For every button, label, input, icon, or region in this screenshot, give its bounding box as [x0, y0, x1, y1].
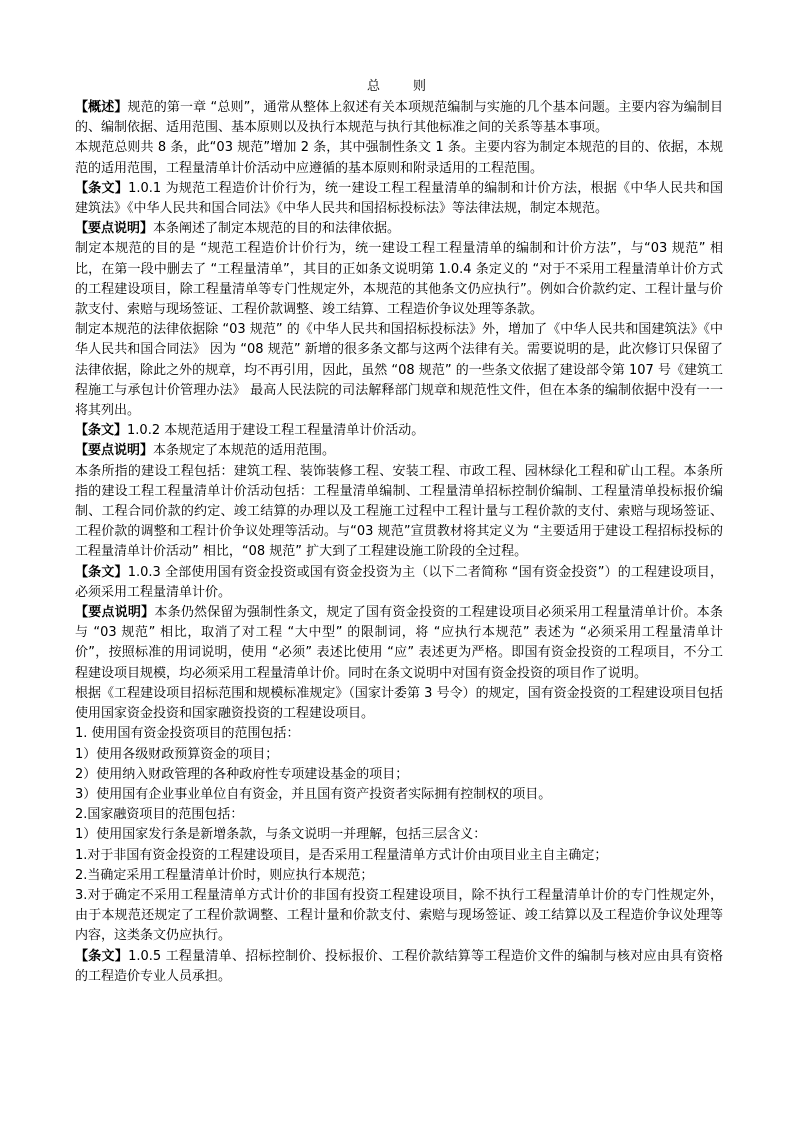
section-tag: 【要点说明】 [75, 443, 154, 459]
paragraph-text: 1.0.1 为规范工程造价计价行为，统一建设工程工程量清单的编制和计价方法，根据《中华人民共和国建筑法》《中华人民共和国合同法》《中华人民共和国招标投标法》等法律法规，制定本规范。 [75, 180, 723, 217]
paragraph-text: 2）使用纳入财政管理的各种政府性专项建设基金的项目； [75, 766, 409, 782]
paragraph [75, 785, 723, 805]
section-tag: 【概述】 [75, 100, 128, 115]
paragraph-text: 2.国家融资项目的范围包括： [75, 807, 244, 823]
paragraph [75, 441, 723, 461]
paragraph-text: 1.对于非国有资金投资的工程建设项目，是否采用工程量清单方式计价由项目业主自主确定； [75, 847, 608, 863]
paragraph [75, 603, 723, 684]
paragraph-text: 3.对于确定不采用工程量清单方式计价的非国有投资工程建设项目，除不执行工程量清单计价的专门性规定外，由于本规范还规定了工程价款调整、工程计量和价款支付、索赔与现场签证、竣工结算以及工程造价争议处理等内容，这类条文仍应执行。 [75, 887, 723, 944]
paragraph [75, 886, 723, 947]
page-title [0, 78, 794, 96]
paragraph [75, 805, 723, 825]
paragraph-text: 1. 使用国有资金投资项目的范围包括： [75, 726, 300, 742]
section-tag: 【条文】 [75, 423, 128, 439]
paragraph [75, 179, 723, 219]
paragraph [75, 320, 723, 421]
paragraph [75, 462, 723, 563]
paragraph [75, 138, 723, 178]
paragraph-text: 本条阐述了制定本规范的目的和法律依据。 [153, 221, 401, 237]
paragraph-text: 本规范总则共 8 条，此“03 规范”增加 2 条，其中强制性条文 1 条。主要内容为制定本规范的目的、依据，本规范的适用范围，工程量清单计价活动中应遵循的基本原则和附录适用的工程范围。 [75, 140, 723, 176]
section-tag: 【要点说明】 [75, 221, 154, 237]
paragraph [75, 866, 723, 886]
paragraph [75, 846, 723, 866]
paragraph [75, 563, 723, 603]
section-tag: 【条文】 [75, 180, 129, 196]
paragraph-text: 本条所指的建设工程包括：建筑工程、装饰装修工程、安装工程、市政工程、园林绿化工程和矿山工程。本条所指的建设工程工程量清单计价活动包括：工程量清单编制、工程量清单招标控制价编制、工程量清单投标报价编制、工程合同价款的约定、竣工结算的办理以及工程施工过程中工程计量与工程价款的支付、索赔与现场签证、工程价款的调整和工程计价争议处理等活动。与“03 规范”宣贯教材将其定义为 “主要适用于建设工程招标投标的工程量清单计价活动” 相比，“08 规范” 扩大到了工程建设施工阶段的全过程。 [75, 463, 723, 560]
paragraph [75, 825, 723, 845]
paragraph [75, 421, 723, 441]
paragraph [75, 239, 723, 320]
paragraph [75, 724, 723, 744]
section-tag: 【要点说明】 [75, 605, 155, 621]
paragraph-text: 2.当确定采用工程量清单计价时，则应执行本规范； [75, 867, 374, 883]
paragraph-text: 1）使用国家发行条是新增条款，与条文说明一并理解，包括三层含义： [75, 827, 487, 843]
paragraph-text: 1.0.2 本规范适用于建设工程工程量清单计价活动。 [127, 423, 425, 439]
paragraph-text: 1.0.5 工程量清单、招标控制价、投标报价、工程价款结算等工程造价文件的编制与核对应由具有资格的工程造价专业人员承担。 [75, 948, 723, 984]
paragraph-text: 制定本规范的法律依据除 “03 规范” 的《中华人民共和国招标投标法》外，增加了《中华人民共和国建筑法》《中华人民共和国合同法》 因为 “08 规范” 新增的很多条文都与这两个法律有关。需要说明的是，此次修订只保留了法律依据，除此之外的规章，均不再引用，因此，虽然 “08 规范” 的一些条文依据了建设部令第 107 号《建筑工程施工与承包计价管理办法》 最高人民法院的司法解释部门规章和规范性文件，但在本条的编制依据中没有一一将其列出。 [75, 322, 723, 419]
document-body [75, 98, 723, 987]
paragraph [75, 765, 723, 785]
title-char-right: 则 [413, 79, 428, 94]
paragraph-text: 1.0.3 全部使用国有资金投资或国有资金投资为主（以下二者简称 “国有资金投资”）的工程建设项目，必须采用工程量清单计价。 [75, 564, 723, 600]
paragraph-text: 3）使用国有企业事业单位自有资金，并且国有资产投资者实际拥有控制权的项目。 [75, 786, 552, 802]
paragraph-text: 制定本规范的目的是 “规范工程造价计价行为，统一建设工程工程量清单的编制和计价方法”，与“03 规范” 相比，在第一段中删去了 “工程量清单”，其目的正如条文说明第 1.0.4 条定义的 “对于不采用工程量清单计价方式的工程建设项目，除工程量清单等专门性规定外，本规范的其他条文仍应执行”。例如合价款约定、工程计量与价款支付、索赔与现场签证、工程价款调整、竣工结算、工程造价争议处理等条款。 [75, 241, 723, 318]
section-tag: 【条文】 [75, 948, 129, 964]
section-tag: 【条文】 [75, 564, 128, 580]
paragraph-text: 本条仍然保留为强制性条文，规定了国有资金投资的工程建设项目必须采用工程量清单计价。本条与 “03 规范” 相比，取消了对工程 “大中型” 的限制词，将 “应执行本规范” 表述为 “必须采用工程量清单计价”，按照标准的用词说明，使用 “必须” 表述比使用 “应” 表述更为严格。即国有资金投资的工程项目，不分工程建设项目规模，均必须采用工程量清单计价。同时在条文说明中对国有资金投资的项目作了说明。 [75, 605, 723, 681]
paragraph [75, 684, 723, 724]
paragraph [75, 947, 723, 987]
title-char-left: 总 [366, 79, 381, 94]
paragraph [75, 219, 723, 239]
paragraph-text: 本条规定了本规范的适用范围。 [153, 443, 336, 459]
paragraph-text: 根据《工程建设项目招标范围和规模标准规定》（国家计委第 3 号令）的规定，国有资金投资的工程建设项目包括使用国家资金投资和国家融资投资的工程建设项目。 [75, 685, 723, 722]
paragraph-text: 1）使用各级财政预算资金的项目； [75, 746, 279, 762]
paragraph [75, 98, 723, 138]
paragraph [75, 745, 723, 765]
paragraph-text: 规范的第一章 “总则”，通常从整体上叙述有关本项规范编制与实施的几个基本问题。主要内容为编制目的、编制依据、适用范围、基本原则以及执行本规范与执行其他标准之间的关系等基本事项。 [75, 100, 723, 136]
